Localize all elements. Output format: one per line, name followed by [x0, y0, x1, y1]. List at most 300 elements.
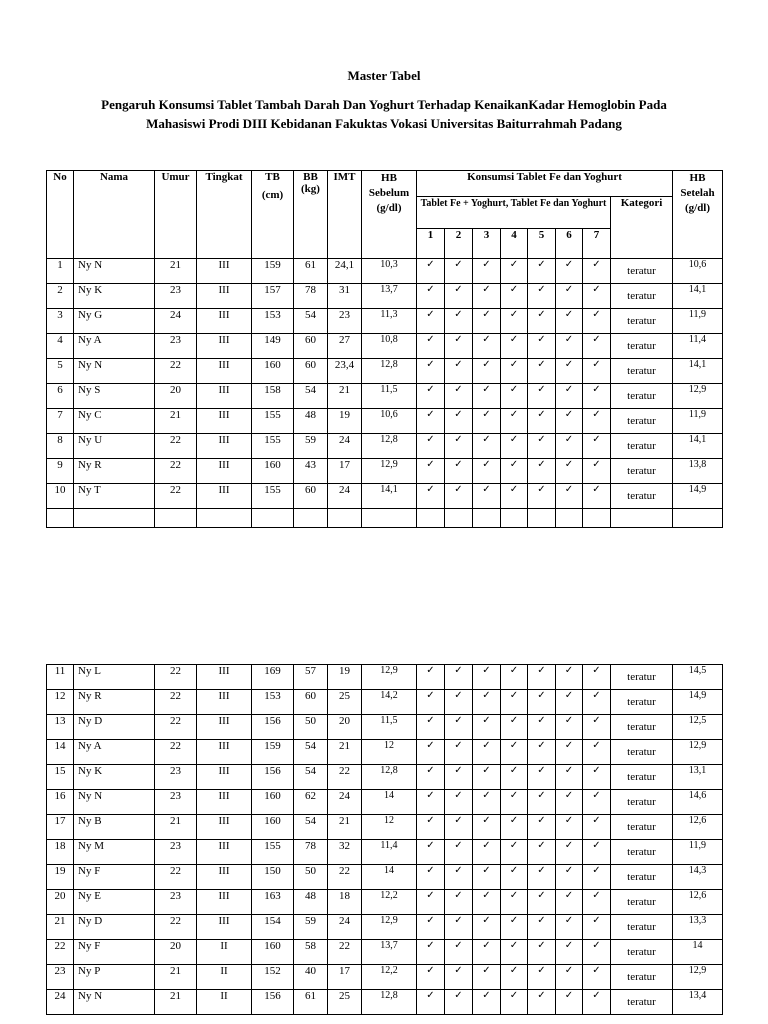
check-mark-icon: ✓ — [417, 890, 445, 915]
cell-bb: 61 — [294, 990, 328, 1015]
cell-imt: 18 — [328, 890, 362, 915]
table-row — [47, 815, 723, 840]
check-mark-icon: ✓ — [583, 434, 611, 459]
check-mark-icon: ✓ — [445, 434, 473, 459]
check-mark-icon: ✓ — [528, 284, 556, 309]
cell-no: 15 — [47, 765, 74, 790]
cell-nama: Ny T — [74, 484, 155, 509]
check-mark-icon: ✓ — [528, 334, 556, 359]
check-mark-icon: ✓ — [501, 434, 528, 459]
cell-tingkat: III — [197, 309, 252, 334]
cell-bb: 59 — [294, 915, 328, 940]
table-row — [47, 990, 723, 1015]
cell-hb-after: 10,6 — [673, 259, 723, 284]
check-mark-icon: ✓ — [583, 284, 611, 309]
empty-cell — [74, 509, 155, 528]
cell-nama: Ny M — [74, 840, 155, 865]
check-mark-icon: ✓ — [417, 915, 445, 940]
cell-umur: 22 — [155, 665, 197, 690]
cell-nama: Ny F — [74, 940, 155, 965]
cell-hb-after: 12,9 — [673, 740, 723, 765]
check-mark-icon: ✓ — [417, 665, 445, 690]
table-row — [47, 715, 723, 740]
check-mark-icon: ✓ — [445, 915, 473, 940]
cell-tb: 163 — [252, 890, 294, 915]
check-mark-icon: ✓ — [583, 865, 611, 890]
check-mark-icon: ✓ — [528, 890, 556, 915]
cell-hb-before: 12,8 — [362, 359, 417, 384]
check-mark-icon: ✓ — [445, 765, 473, 790]
cell-tb: 155 — [252, 484, 294, 509]
cell-hb-before: 13,7 — [362, 284, 417, 309]
check-mark-icon: ✓ — [556, 309, 583, 334]
check-mark-icon: ✓ — [528, 990, 556, 1015]
check-mark-icon: ✓ — [445, 284, 473, 309]
cell-no: 7 — [47, 409, 74, 434]
check-mark-icon: ✓ — [473, 765, 501, 790]
cell-hb-before: 12,2 — [362, 965, 417, 990]
cell-imt: 17 — [328, 459, 362, 484]
cell-kategori: teratur — [611, 840, 673, 865]
cell-hb-after: 14,9 — [673, 690, 723, 715]
check-mark-icon: ✓ — [583, 740, 611, 765]
check-mark-icon: ✓ — [417, 940, 445, 965]
master-table-page-1 — [46, 170, 723, 528]
check-mark-icon: ✓ — [556, 815, 583, 840]
check-mark-icon: ✓ — [556, 665, 583, 690]
header-day-6: 6 — [556, 229, 583, 259]
cell-hb-before: 12,9 — [362, 665, 417, 690]
cell-tingkat: III — [197, 384, 252, 409]
cell-no: 20 — [47, 890, 74, 915]
table-body-page-2 — [47, 665, 723, 1015]
cell-bb: 54 — [294, 815, 328, 840]
cell-tingkat: II — [197, 965, 252, 990]
check-mark-icon: ✓ — [417, 865, 445, 890]
cell-no: 23 — [47, 965, 74, 990]
cell-bb: 78 — [294, 840, 328, 865]
cell-tb: 160 — [252, 459, 294, 484]
cell-tb: 155 — [252, 434, 294, 459]
header-hb-before: HB Sebelum (g/dl) — [362, 171, 417, 259]
cell-bb: 54 — [294, 765, 328, 790]
check-mark-icon: ✓ — [583, 840, 611, 865]
check-mark-icon: ✓ — [528, 815, 556, 840]
table-row — [47, 940, 723, 965]
cell-kategori: teratur — [611, 259, 673, 284]
table-row — [47, 359, 723, 384]
check-mark-icon: ✓ — [501, 309, 528, 334]
check-mark-icon: ✓ — [445, 840, 473, 865]
check-mark-icon: ✓ — [528, 409, 556, 434]
cell-hb-after: 12,9 — [673, 965, 723, 990]
cell-hb-before: 13,7 — [362, 940, 417, 965]
check-mark-icon: ✓ — [583, 309, 611, 334]
check-mark-icon: ✓ — [556, 990, 583, 1015]
cell-hb-after: 14,3 — [673, 865, 723, 890]
header-no: No — [47, 171, 74, 259]
empty-cell — [528, 509, 556, 528]
cell-nama: Ny K — [74, 284, 155, 309]
cell-bb: 60 — [294, 690, 328, 715]
cell-umur: 23 — [155, 890, 197, 915]
cell-kategori: teratur — [611, 990, 673, 1015]
empty-cell — [473, 509, 501, 528]
cell-no: 17 — [47, 815, 74, 840]
cell-tingkat: III — [197, 284, 252, 309]
cell-nama: Ny N — [74, 359, 155, 384]
cell-kategori: teratur — [611, 359, 673, 384]
check-mark-icon: ✓ — [417, 359, 445, 384]
cell-tb: 155 — [252, 840, 294, 865]
table-row — [47, 334, 723, 359]
check-mark-icon: ✓ — [528, 765, 556, 790]
check-mark-icon: ✓ — [556, 715, 583, 740]
cell-no: 19 — [47, 865, 74, 890]
cell-imt: 25 — [328, 690, 362, 715]
table-row — [47, 765, 723, 790]
cell-hb-before: 14,2 — [362, 690, 417, 715]
cell-tb: 149 — [252, 334, 294, 359]
cell-no: 12 — [47, 690, 74, 715]
header-bb-unit: (kg) — [301, 183, 320, 195]
cell-tb: 156 — [252, 715, 294, 740]
check-mark-icon: ✓ — [556, 915, 583, 940]
check-mark-icon: ✓ — [528, 940, 556, 965]
empty-cell — [328, 509, 362, 528]
cell-hb-before: 12,8 — [362, 434, 417, 459]
table-row — [47, 384, 723, 409]
cell-tb: 156 — [252, 990, 294, 1015]
cell-hb-before: 10,8 — [362, 334, 417, 359]
cell-nama: Ny P — [74, 965, 155, 990]
cell-tingkat: III — [197, 890, 252, 915]
check-mark-icon: ✓ — [445, 309, 473, 334]
cell-imt: 17 — [328, 965, 362, 990]
cell-umur: 23 — [155, 284, 197, 309]
header-tb-unit: (cm) — [261, 189, 284, 201]
header-bb — [294, 171, 328, 259]
check-mark-icon: ✓ — [473, 409, 501, 434]
cell-hb-after: 13,4 — [673, 990, 723, 1015]
table-row — [47, 790, 723, 815]
check-mark-icon: ✓ — [445, 484, 473, 509]
cell-hb-after: 13,1 — [673, 765, 723, 790]
cell-imt: 23 — [328, 309, 362, 334]
check-mark-icon: ✓ — [473, 915, 501, 940]
cell-tb: 155 — [252, 409, 294, 434]
check-mark-icon: ✓ — [583, 259, 611, 284]
check-mark-icon: ✓ — [473, 384, 501, 409]
cell-imt: 21 — [328, 384, 362, 409]
header-imt: IMT — [328, 171, 362, 259]
cell-hb-before: 12,8 — [362, 990, 417, 1015]
check-mark-icon: ✓ — [501, 915, 528, 940]
cell-tingkat: III — [197, 690, 252, 715]
cell-tb: 159 — [252, 259, 294, 284]
cell-tb: 153 — [252, 309, 294, 334]
cell-imt: 25 — [328, 990, 362, 1015]
check-mark-icon: ✓ — [556, 484, 583, 509]
cell-kategori: teratur — [611, 665, 673, 690]
cell-no: 18 — [47, 840, 74, 865]
header-konsumsi: Konsumsi Tablet Fe dan Yoghurt — [417, 171, 673, 197]
table-row-spacer — [47, 509, 723, 528]
cell-nama: Ny R — [74, 459, 155, 484]
check-mark-icon: ✓ — [417, 334, 445, 359]
header-day-3: 3 — [473, 229, 501, 259]
cell-kategori: teratur — [611, 740, 673, 765]
empty-cell — [252, 509, 294, 528]
empty-cell — [197, 509, 252, 528]
empty-cell — [417, 509, 445, 528]
cell-imt: 19 — [328, 409, 362, 434]
cell-imt: 24 — [328, 434, 362, 459]
header-tb-label: TB — [265, 171, 280, 183]
cell-bb: 60 — [294, 359, 328, 384]
cell-bb: 50 — [294, 865, 328, 890]
cell-nama: Ny A — [74, 334, 155, 359]
cell-hb-before: 11,5 — [362, 715, 417, 740]
cell-umur: 22 — [155, 915, 197, 940]
cell-kategori: teratur — [611, 284, 673, 309]
cell-imt: 21 — [328, 740, 362, 765]
check-mark-icon: ✓ — [556, 840, 583, 865]
check-mark-icon: ✓ — [445, 715, 473, 740]
check-mark-icon: ✓ — [445, 990, 473, 1015]
check-mark-icon: ✓ — [473, 359, 501, 384]
cell-kategori: teratur — [611, 890, 673, 915]
cell-tb: 160 — [252, 940, 294, 965]
cell-imt: 19 — [328, 665, 362, 690]
table-row — [47, 740, 723, 765]
cell-no: 13 — [47, 715, 74, 740]
cell-no: 14 — [47, 740, 74, 765]
cell-no: 11 — [47, 665, 74, 690]
table-row — [47, 434, 723, 459]
cell-hb-after: 14 — [673, 940, 723, 965]
cell-tingkat: III — [197, 359, 252, 384]
cell-hb-after: 11,4 — [673, 334, 723, 359]
cell-bb: 78 — [294, 284, 328, 309]
check-mark-icon: ✓ — [473, 459, 501, 484]
cell-nama: Ny K — [74, 765, 155, 790]
header-day-4: 4 — [501, 229, 528, 259]
check-mark-icon: ✓ — [556, 409, 583, 434]
check-mark-icon: ✓ — [501, 334, 528, 359]
cell-tb: 152 — [252, 965, 294, 990]
check-mark-icon: ✓ — [528, 840, 556, 865]
check-mark-icon: ✓ — [556, 965, 583, 990]
check-mark-icon: ✓ — [528, 790, 556, 815]
check-mark-icon: ✓ — [473, 284, 501, 309]
check-mark-icon: ✓ — [501, 665, 528, 690]
header-tb — [252, 171, 294, 259]
check-mark-icon: ✓ — [501, 840, 528, 865]
cell-hb-before: 14 — [362, 790, 417, 815]
cell-tingkat: III — [197, 459, 252, 484]
table-row — [47, 259, 723, 284]
check-mark-icon: ✓ — [501, 690, 528, 715]
cell-tingkat: III — [197, 409, 252, 434]
cell-nama: Ny A — [74, 740, 155, 765]
check-mark-icon: ✓ — [501, 890, 528, 915]
cell-imt: 24,1 — [328, 259, 362, 284]
check-mark-icon: ✓ — [417, 965, 445, 990]
check-mark-icon: ✓ — [528, 309, 556, 334]
cell-bb: 54 — [294, 384, 328, 409]
cell-bb: 60 — [294, 334, 328, 359]
check-mark-icon: ✓ — [417, 409, 445, 434]
check-mark-icon: ✓ — [583, 715, 611, 740]
table-row — [47, 965, 723, 990]
cell-no: 3 — [47, 309, 74, 334]
cell-hb-after: 12,9 — [673, 384, 723, 409]
cell-kategori: teratur — [611, 865, 673, 890]
header-kategori: Kategori — [611, 197, 673, 259]
check-mark-icon: ✓ — [473, 434, 501, 459]
cell-tingkat: III — [197, 740, 252, 765]
check-mark-icon: ✓ — [528, 915, 556, 940]
cell-hb-before: 12 — [362, 740, 417, 765]
cell-tingkat: III — [197, 484, 252, 509]
cell-imt: 22 — [328, 765, 362, 790]
check-mark-icon: ✓ — [445, 965, 473, 990]
cell-nama: Ny N — [74, 790, 155, 815]
cell-no: 4 — [47, 334, 74, 359]
cell-kategori: teratur — [611, 915, 673, 940]
check-mark-icon: ✓ — [583, 790, 611, 815]
cell-bb: 40 — [294, 965, 328, 990]
check-mark-icon: ✓ — [528, 384, 556, 409]
check-mark-icon: ✓ — [445, 790, 473, 815]
header-day-7: 7 — [583, 229, 611, 259]
cell-umur: 22 — [155, 715, 197, 740]
cell-imt: 31 — [328, 284, 362, 309]
cell-kategori: teratur — [611, 690, 673, 715]
check-mark-icon: ✓ — [583, 359, 611, 384]
cell-hb-after: 12,5 — [673, 715, 723, 740]
cell-imt: 32 — [328, 840, 362, 865]
cell-umur: 22 — [155, 740, 197, 765]
check-mark-icon: ✓ — [501, 940, 528, 965]
document-title: Master Tabel — [347, 68, 421, 83]
cell-hb-after: 13,8 — [673, 459, 723, 484]
cell-imt: 20 — [328, 715, 362, 740]
cell-tb: 157 — [252, 284, 294, 309]
check-mark-icon: ✓ — [445, 334, 473, 359]
check-mark-icon: ✓ — [445, 690, 473, 715]
check-mark-icon: ✓ — [445, 359, 473, 384]
check-mark-icon: ✓ — [445, 865, 473, 890]
cell-tingkat: III — [197, 865, 252, 890]
cell-imt: 24 — [328, 484, 362, 509]
check-mark-icon: ✓ — [583, 459, 611, 484]
cell-kategori: teratur — [611, 965, 673, 990]
check-mark-icon: ✓ — [417, 434, 445, 459]
empty-cell — [673, 509, 723, 528]
header-day-5: 5 — [528, 229, 556, 259]
cell-tingkat: III — [197, 434, 252, 459]
check-mark-icon: ✓ — [445, 740, 473, 765]
cell-umur: 22 — [155, 865, 197, 890]
cell-bb: 58 — [294, 940, 328, 965]
check-mark-icon: ✓ — [445, 665, 473, 690]
cell-tingkat: II — [197, 990, 252, 1015]
cell-bb: 50 — [294, 715, 328, 740]
table-row — [47, 459, 723, 484]
header-day-2: 2 — [445, 229, 473, 259]
check-mark-icon: ✓ — [583, 484, 611, 509]
cell-hb-after: 14,1 — [673, 359, 723, 384]
check-mark-icon: ✓ — [501, 715, 528, 740]
header-tablet-sub: Tablet Fe + Yoghurt, Tablet Fe dan Yoghurt — [417, 197, 611, 229]
table-row — [47, 665, 723, 690]
check-mark-icon: ✓ — [556, 765, 583, 790]
check-mark-icon: ✓ — [501, 740, 528, 765]
cell-imt: 22 — [328, 865, 362, 890]
cell-hb-before: 12,9 — [362, 459, 417, 484]
check-mark-icon: ✓ — [501, 765, 528, 790]
cell-kategori: teratur — [611, 940, 673, 965]
cell-tingkat: III — [197, 665, 252, 690]
cell-tingkat: III — [197, 715, 252, 740]
cell-hb-before: 12,8 — [362, 765, 417, 790]
cell-no: 6 — [47, 384, 74, 409]
cell-nama: Ny B — [74, 815, 155, 840]
check-mark-icon: ✓ — [556, 359, 583, 384]
cell-umur: 23 — [155, 765, 197, 790]
check-mark-icon: ✓ — [501, 359, 528, 384]
check-mark-icon: ✓ — [501, 865, 528, 890]
check-mark-icon: ✓ — [583, 334, 611, 359]
cell-no: 21 — [47, 915, 74, 940]
header-bb-label: BB — [303, 171, 318, 183]
cell-hb-before: 14,1 — [362, 484, 417, 509]
check-mark-icon: ✓ — [473, 484, 501, 509]
check-mark-icon: ✓ — [473, 309, 501, 334]
cell-imt: 27 — [328, 334, 362, 359]
table-row — [47, 284, 723, 309]
cell-bb: 48 — [294, 890, 328, 915]
cell-tb: 153 — [252, 690, 294, 715]
cell-kategori: teratur — [611, 765, 673, 790]
header-umur: Umur — [155, 171, 197, 259]
check-mark-icon: ✓ — [556, 384, 583, 409]
cell-tb: 158 — [252, 384, 294, 409]
check-mark-icon: ✓ — [417, 790, 445, 815]
table-row — [47, 409, 723, 434]
check-mark-icon: ✓ — [501, 459, 528, 484]
cell-nama: Ny S — [74, 384, 155, 409]
empty-cell — [556, 509, 583, 528]
cell-tingkat: III — [197, 840, 252, 865]
cell-bb: 62 — [294, 790, 328, 815]
check-mark-icon: ✓ — [556, 334, 583, 359]
empty-cell — [611, 509, 673, 528]
cell-hb-before: 11,5 — [362, 384, 417, 409]
cell-umur: 22 — [155, 359, 197, 384]
cell-hb-after: 14,9 — [673, 484, 723, 509]
empty-cell — [155, 509, 197, 528]
cell-nama: Ny N — [74, 990, 155, 1015]
cell-no: 2 — [47, 284, 74, 309]
cell-kategori: teratur — [611, 459, 673, 484]
header-tingkat: Tingkat — [197, 171, 252, 259]
check-mark-icon: ✓ — [556, 940, 583, 965]
master-table-page-2 — [46, 664, 723, 1015]
check-mark-icon: ✓ — [473, 715, 501, 740]
